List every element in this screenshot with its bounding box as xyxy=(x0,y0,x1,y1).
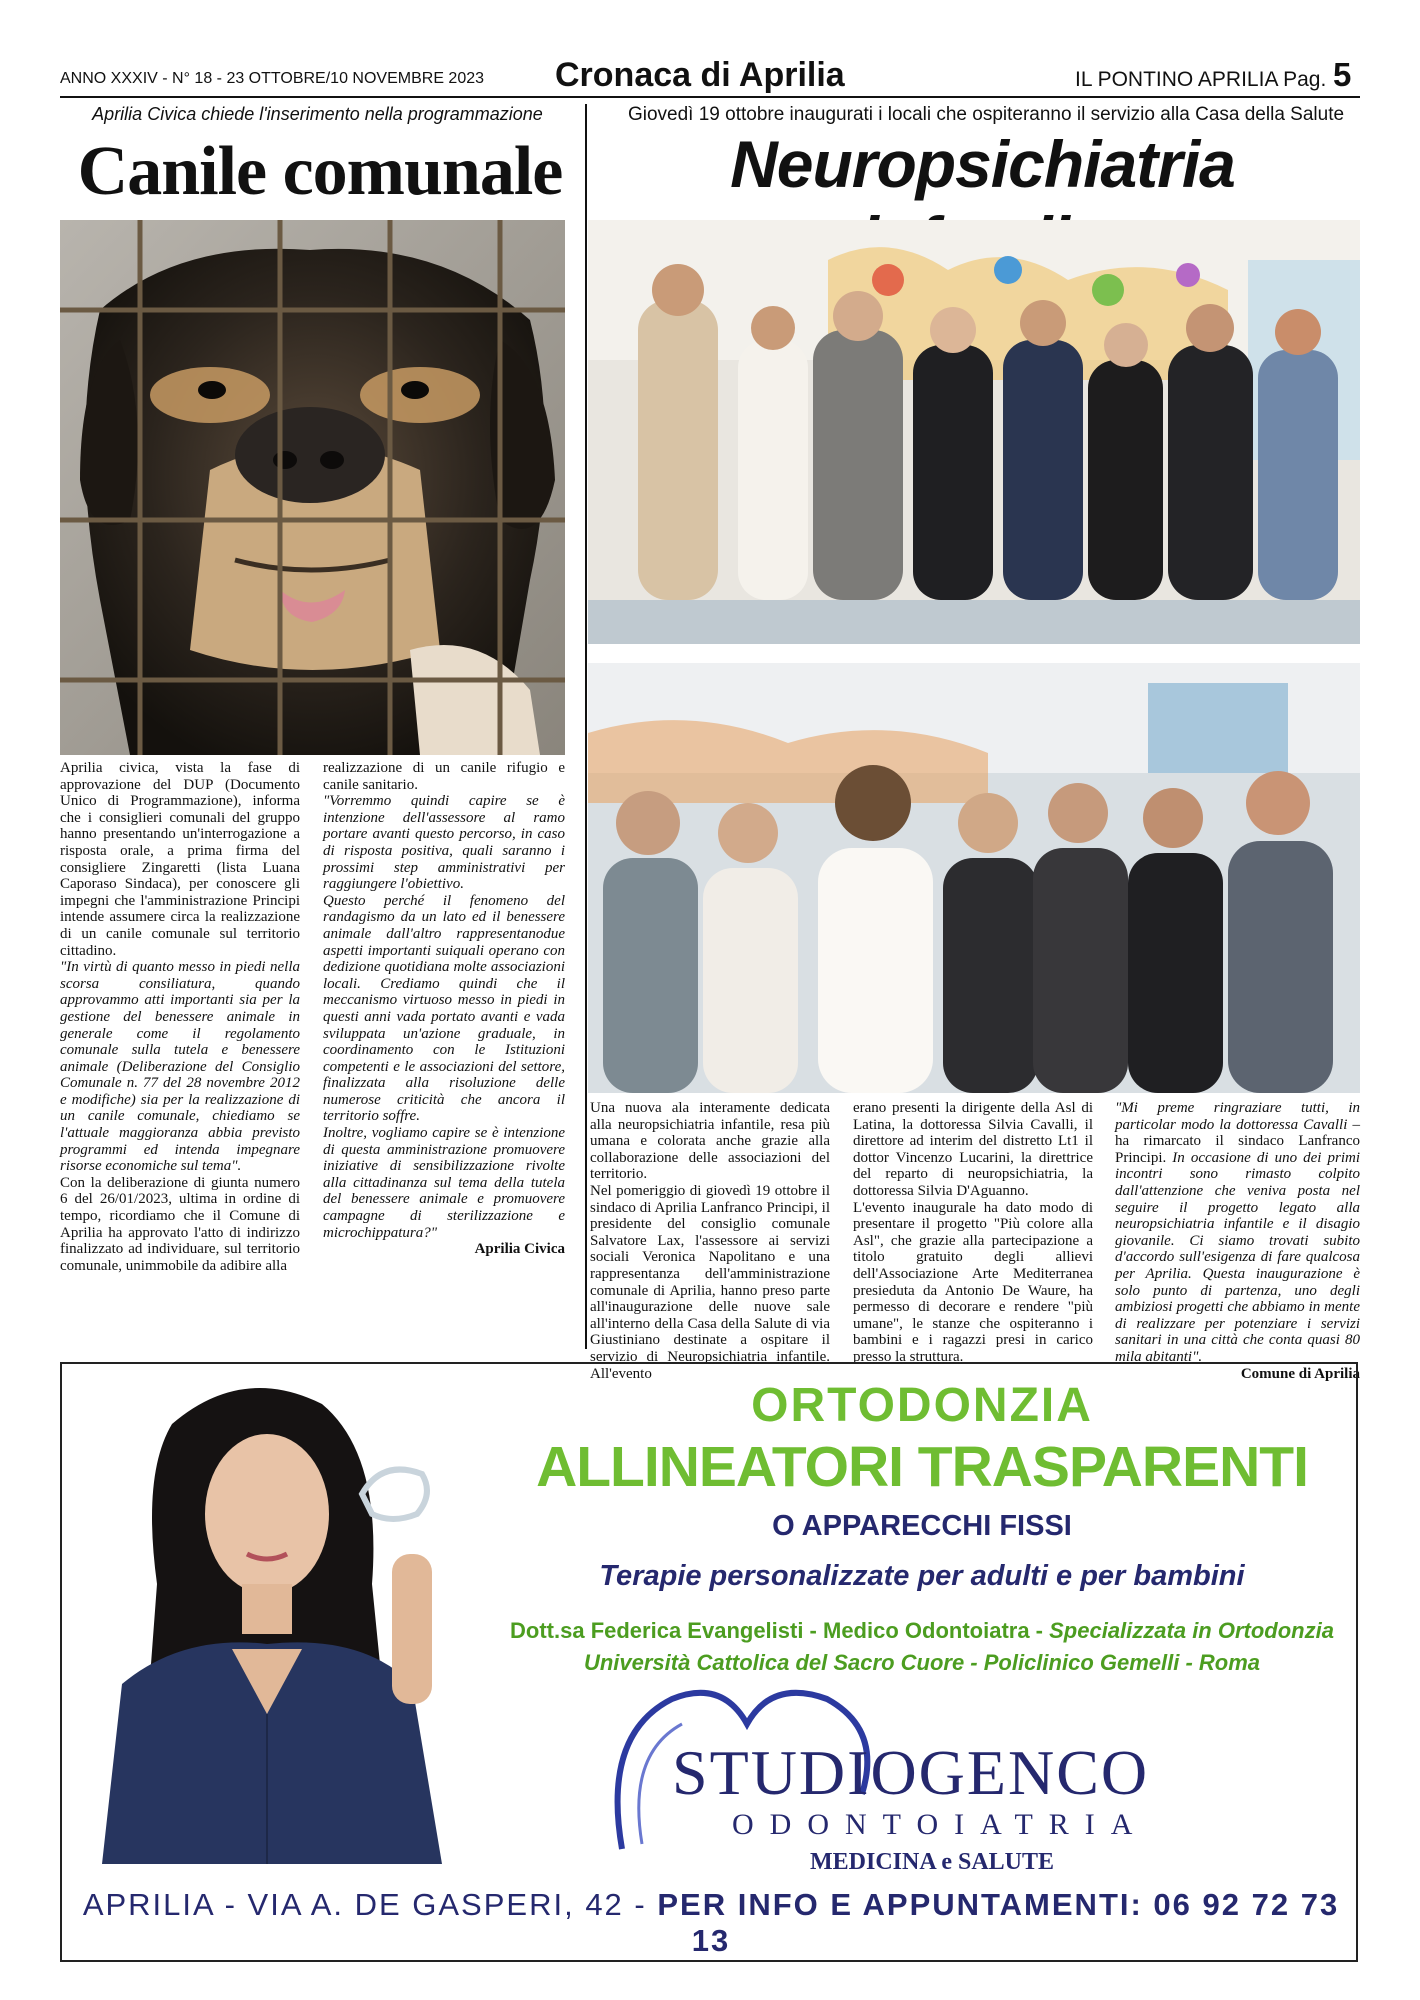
logo-main-text: STUDIOGENCO xyxy=(672,1737,1150,1808)
right-article-column-1 xyxy=(590,1100,830,1382)
logo-sub-text: ODONTOIATRIA xyxy=(732,1808,1149,1841)
left-article-headline: Canile comunale xyxy=(77,133,563,210)
paragraph: Inoltre, vogliamo capire se è intenzione di questa amministrazione promuovere iniziative di sensibilizzazione rivolte alla cittadinanza sul tema della tutela del benessere animale e promuovere campagne di sterilizzazione e microchippatura?" xyxy=(323,1125,565,1241)
left-article-signature: Aprilia Civica xyxy=(474,1241,565,1258)
ad-phone: PER INFO E APPUNTAMENTI: 06 92 72 73 13 xyxy=(657,1887,1340,1958)
right-article-kicker: Giovedì 19 ottobre inaugurati i locali che ospiteranno il servizio alla Casa della Salute xyxy=(627,104,1345,125)
right-article-column-3 xyxy=(1115,1100,1360,1382)
paragraph: Questo perché il fenomeno del randagismo da un lato ed il benessere animale dall'altro rappresentanodue aspetti importanti suiquali operano con dedizione quotidiana molte associazioni locali. Crediamo quindi che il meccanismo virtuoso messo in piedi in questi anni vada portato avanti e vada sviluppata un'azione graduale, in coordinamento con le Istituzioni competenti e le associazioni del settore, finalizzata alla risoluzione delle numerose criticità che ancora il territorio soffre. xyxy=(323,892,565,1125)
ad-title-orthodontics: ORTODONZIA xyxy=(751,1379,1093,1432)
ad-doctor-line xyxy=(482,1618,1362,1644)
paragraph xyxy=(1115,1100,1360,1366)
logo-tagline: MEDICINA e SALUTE xyxy=(809,1849,1055,1875)
right-article-headline: Neuropsichiatria xyxy=(730,127,1235,201)
inauguration-audience-photo xyxy=(588,663,1360,1093)
attribution: – ha rimarcato il sindaco Lanfranco Principi. xyxy=(1115,1116,1360,1166)
ad-doctor-name: Dott.sa Federica Evangelisti - Medico Odontoiatra - xyxy=(510,1618,1050,1643)
quote-start: "Mi preme ringraziare tutti, in particolar modo la dottoressa Cavalli xyxy=(1115,1100,1360,1133)
paragraph: realizzazione di un canile rifugio e canile sanitario. xyxy=(323,760,565,793)
column-divider xyxy=(585,104,587,1349)
woman-holding-aligner-photo xyxy=(62,1364,457,1864)
quote-rest: In occasione di uno dei primi incontri sono rimasto colpito dall'attenzione che veniva posta nel seguire il progetto legato alla neuropsichiatria infantile e il disagio giovanile. Ci siamo trovati subito d'accordo sull'esigenza di fare qualcosa per Aprilia. Questa inaugurazione è solo punto di partenza, uno degli ambiziosi progetti che abbiamo in mente di realizzare per potenziare i servizi sanitari in una città che conta quasi 80 mila abitanti". xyxy=(1115,1149,1360,1365)
ad-tagline: Terapie personalizzate per adulti e per bambini xyxy=(599,1560,1245,1592)
ad-subtitle: O APPARECCHI FISSI xyxy=(772,1510,1072,1542)
paragraph: Con la deliberazione di giunta numero 6 del 26/01/2023, ultima in ordine di tempo, ricordiamo che il Comune di Aprilia ha approvato l'atto di indirizzo finalizzato ad individuare, sul territorio comunale, unimmobile da adibire alla xyxy=(60,1174,300,1274)
ad-specialization: Specializzata in Ortodonzia xyxy=(1049,1618,1334,1643)
right-article-column-2 xyxy=(853,1100,1093,1365)
page-number: 5 xyxy=(1333,56,1352,93)
paper-name: IL PONTINO APRILIA Pag. xyxy=(1075,68,1327,91)
dog-behind-cage-photo xyxy=(60,220,565,755)
ad-contact-line xyxy=(72,1887,1350,1959)
studio-genco-logo xyxy=(582,1674,1282,1874)
issue-info: ANNO XXXIV - N° 18 - 23 OTTOBRE/10 NOVEMBRE 2023 xyxy=(60,70,485,87)
paragraph: L'evento inaugurale ha dato modo di presentare il progetto "Più colore alla Asl", che grazie alla partecipazione a titolo gratuito degli allievi dell'Associazione Arte Mediterranea presieduta da Antonio De Waure, ha permesso di decorare e rendere "più umane", le stanze che ospiteranno i bambini e i ragazzi presi in carico presso la struttura. xyxy=(853,1199,1093,1365)
left-article-column-2 xyxy=(323,760,565,1350)
inauguration-group-photo xyxy=(588,220,1360,644)
paragraph: Aprilia civica, vista la fase di approvazione del DUP (Documento Unico di Programmazione), informa che i consiglieri comunali del gruppo hanno presentando un'interrogazione a risposta orale, a prima firma del consigliere Zingaretti (lista Luana Caporaso Sindaca), per conoscere gli impegni che l'amministrazione Principi intende assumere circa la realizzazione di un canile comunale sul territorio cittadino. xyxy=(60,760,300,959)
ad-title-aligners: ALLINEATORI TRASPARENTI xyxy=(536,1435,1308,1499)
paragraph: "In virtù di quanto messo in piedi nella scorsa consiliatura, quando approvammo atti importanti sia per la gestione del benessere animale in generale come il regolamento comunale sulla tutela e benessere animale (Deliberazione del Consiglio Comunale n. 77 del 28 novembre 2012 e modifiche) sia per la realizzazione di un canile comunale, chiediamo se l'attuale maggioranza abbia previsto programmi ed intenda impegnare risorse economiche sul tema". xyxy=(60,959,300,1175)
ad-university-line: Università Cattolica del Sacro Cuore - Policlinico Gemelli - Roma xyxy=(583,1650,1261,1675)
right-article-signature: Comune di Aprilia xyxy=(1240,1365,1360,1382)
dental-advertisement xyxy=(60,1362,1358,1962)
paragraph: Una nuova ala interamente dedicata alla neuropsichiatria infantile, resa più umana e colorata anche grazie alla collaborazione delle associazioni del territorio. xyxy=(590,1100,830,1183)
paragraph: "Vorremmo quindi capire se è intenzione dell'assessore al ramo portare avanti questo percorso, in caso di risposta positiva, quali saranno i prossimi step amministrativi per raggiungere l'obiettivo. xyxy=(323,793,565,893)
header-rule xyxy=(60,96,1360,98)
left-article-kicker: Aprilia Civica chiede l'inserimento nella programmazione xyxy=(92,104,543,124)
paragraph: Nel pomeriggio di giovedì 19 ottobre il sindaco di Aprilia Lanfranco Principi, il presidente del consiglio comunale Salvatore Lax, l'assessore ai servizi sociali Veronica Napolitano e una rappresentanza dell'amministrazione comunale di Aprilia, hanno preso parte all'inaugurazione delle nuove sale all'interno della Casa della Salute di via Giustiniano destinate a ospitare il servizio di Neuropsichiatria infantile. All'evento xyxy=(590,1182,830,1382)
left-article-column-1 xyxy=(60,760,300,1350)
paragraph: erano presenti la dirigente della Asl di Latina, la dottoressa Silvia Cavalli, il direttore ad interim del distretto Lt1 il dottor Vincenzo Lucarini, la direttrice del reparto di neuropsichiatria, la dottoressa Silvia D'Aguanno. xyxy=(853,1100,1093,1199)
section-title: Cronaca di Aprilia xyxy=(555,56,845,94)
ad-address: APRILIA - VIA A. DE GASPERI, 42 - xyxy=(82,1887,658,1922)
